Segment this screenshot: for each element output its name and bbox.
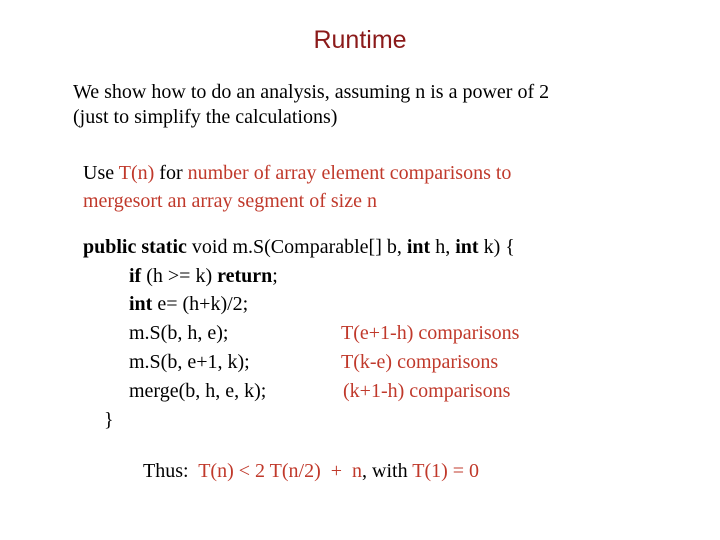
sig-part-c: k) { <box>478 236 515 258</box>
definition-line-2: mergesort an array segment of size n <box>83 190 377 212</box>
code-if-line <box>129 265 278 288</box>
comment-2: T(k-e) comparisons <box>341 351 499 373</box>
if-end: ; <box>272 265 278 287</box>
base-case: T(1) = 0 <box>412 460 480 482</box>
code-int-line <box>129 293 248 316</box>
use-prefix: Use <box>83 162 119 184</box>
comment-3: (k+1-h) comparisons <box>343 380 511 402</box>
if-condition: (h >= k) <box>141 265 218 287</box>
code-close-brace: } <box>104 409 114 431</box>
definition-line-1 <box>83 159 511 187</box>
recurrence-formula: T(n) < 2 T(n/2) + n <box>198 460 363 482</box>
definition-rest-1: number of array element comparisons to <box>187 162 512 184</box>
code-call-2: m.S(b, e+1, k); <box>129 351 250 373</box>
kw-int-1: int <box>406 236 431 258</box>
use-for: for <box>154 162 188 184</box>
kw-int-2: int <box>455 236 479 258</box>
slide-title: Runtime <box>313 26 407 54</box>
recurrence-line <box>143 460 479 483</box>
code-call-3: merge(b, h, e, k); <box>129 380 267 402</box>
intro-paragraph <box>73 80 549 130</box>
code-signature <box>83 236 515 259</box>
sig-part-a: void m.S(Comparable[] b, <box>186 236 407 258</box>
comment-1: T(e+1-h) comparisons <box>341 322 520 344</box>
definition-paragraph <box>83 159 511 215</box>
kw-int-3: int <box>129 293 153 315</box>
thus-mid: , with <box>362 460 413 482</box>
intro-line-2: (just to simplify the calculations) <box>73 106 338 128</box>
code-call-1: m.S(b, h, e); <box>129 322 229 344</box>
intro-line-1: We show how to do an analysis, assuming n is a power of 2 <box>73 81 550 103</box>
sig-part-b: h, <box>430 236 456 258</box>
kw-return: return <box>217 265 273 287</box>
thus-prefix: Thus: <box>143 460 199 482</box>
e-assign: e= (h+k)/2; <box>152 293 249 315</box>
tn-term: T(n) <box>118 162 155 184</box>
kw-public-static: public static <box>83 236 187 258</box>
kw-if: if <box>129 265 142 287</box>
